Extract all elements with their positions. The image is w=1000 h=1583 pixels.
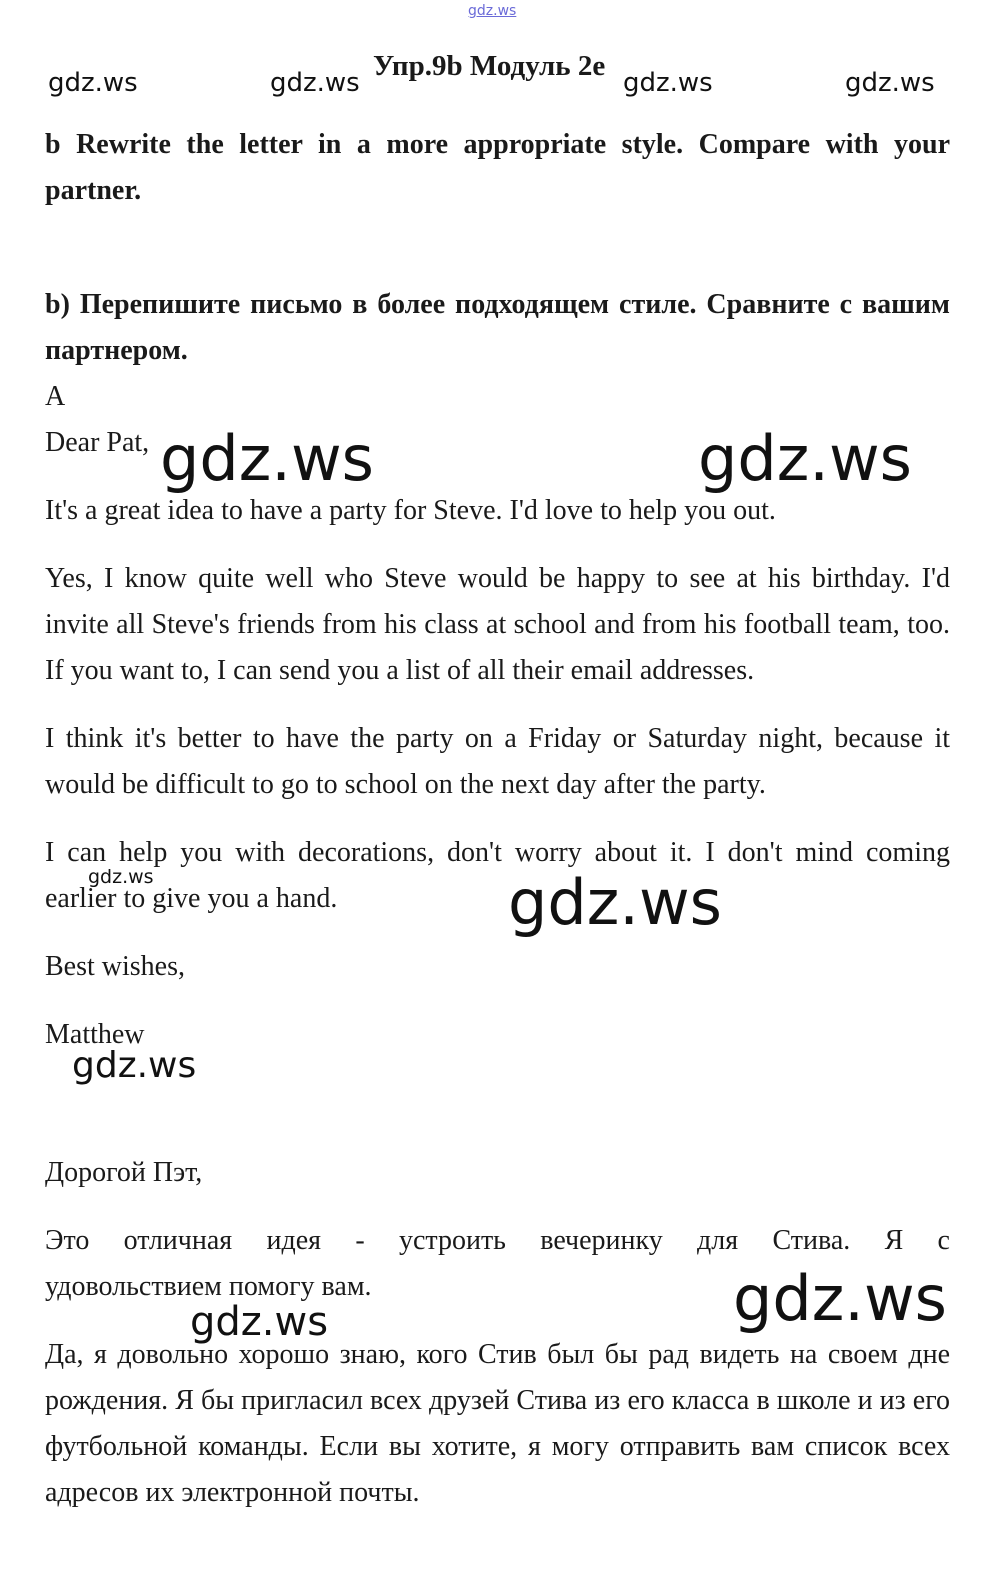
task-russian: b) Перепишите письмо в более подходящем стиле. Сравните с вашим партнером.	[45, 289, 950, 366]
page-title: Упр.9b Модуль 2e	[373, 50, 606, 82]
watermark-top: gdz.ws	[468, 3, 517, 19]
watermark-medium: gdz.ws	[72, 1045, 197, 1086]
letter-closing: Best wishes,	[45, 951, 185, 982]
letter-greeting: Dear Pat,	[45, 427, 150, 458]
letter-paragraph: It's a great idea to have a party for Steve. I'd love to help you out.	[45, 495, 776, 526]
watermark-large: gdz.ws	[160, 422, 374, 495]
letter-label: A	[45, 381, 66, 412]
letter-paragraph: I can help you with decorations, don't worry about it. I don't mind coming earlier to give you a hand.	[45, 837, 950, 914]
letter-paragraph: Yes, I know quite well who Steve would be happy to see at his birthday. I'd invite all Steve's friends from his class at school and from his football team, too. If you want to, I can send you a list of all their email addresses.	[45, 563, 950, 686]
watermark-large: gdz.ws	[698, 422, 912, 495]
letter-signature: Matthew	[45, 1019, 145, 1050]
watermark-header: gdz.ws	[48, 68, 138, 98]
letter-ru-paragraph: Да, я довольно хорошо знаю, кого Стив был бы рад видеть на своем дне рождения. Я бы пригласил всех друзей Стива из его класса в школе и из его футбольной команды. Если вы хотите, я могу отправить вам список всех адресов их электронной почты.	[45, 1339, 950, 1508]
letter-ru-paragraph: Это отличная идея - устроить вечеринку для Стива. Я с	[45, 1225, 950, 1256]
watermark-header: gdz.ws	[623, 68, 713, 98]
watermark-header: gdz.ws	[270, 68, 360, 98]
letter-ru-greeting: Дорогой Пэт,	[45, 1157, 203, 1188]
watermark-medium: gdz.ws	[190, 1299, 329, 1345]
letter-ru-paragraph: удовольствием помогу вам.	[45, 1271, 372, 1302]
watermark-large: gdz.ws	[508, 866, 722, 939]
letter-paragraph: I think it's better to have the party on a Friday or Saturday night, because it would be difficult to go to school on the next day after the party.	[45, 723, 950, 800]
watermark-small: gdz.ws	[88, 866, 154, 888]
watermark-header: gdz.ws	[845, 68, 935, 98]
watermark-large: gdz.ws	[733, 1262, 947, 1335]
task-english: b Rewrite the letter in a more appropriate style. Compare with your partner.	[45, 129, 950, 206]
